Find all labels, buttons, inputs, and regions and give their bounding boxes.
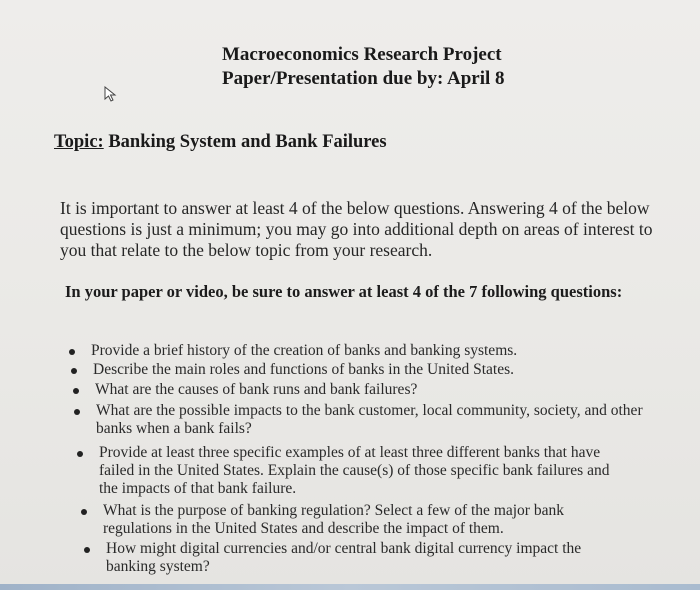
question-item	[96, 402, 644, 438]
instruction-text: In your paper or video, be sure to answer at least 4 of the 7 following questions:	[65, 282, 623, 301]
question-item	[103, 502, 603, 538]
bottom-edge-strip	[0, 584, 700, 590]
intro-paragraph: It is important to answer at least 4 of the below questions. Answering 4 of the below questions is just a minimum; you may go into additional depth on areas of interest to you that relate to the below topic from your research.	[60, 198, 653, 260]
title-line-1: Macroeconomics Research Project	[222, 44, 502, 65]
question-text: What are the possible impacts to the bank customer, local community, society, and other banks when a bank fails?	[96, 402, 643, 437]
question-text: What are the causes of bank runs and bank failures?	[95, 381, 418, 398]
bullet-icon	[74, 409, 80, 415]
question-text: Provide at least three specific examples of at least three different banks that have failed in the United States. Explain the cause(s) of those specific bank failures and the impacts of that bank failure.	[99, 444, 610, 497]
topic-text: Banking System and Bank Failures	[108, 132, 387, 152]
question-text: What is the purpose of banking regulation? Select a few of the major bank regulations in the United States and describe the impact of them.	[103, 502, 564, 537]
question-text: Provide a brief history of the creation of banks and banking systems.	[91, 342, 518, 359]
question-item	[95, 381, 655, 399]
question-item	[99, 444, 611, 498]
bullet-icon	[71, 368, 77, 374]
question-item	[106, 540, 606, 576]
bullet-icon	[81, 509, 87, 515]
topic-label: Topic:	[54, 132, 104, 152]
question-item	[91, 342, 651, 360]
question-item	[93, 361, 653, 379]
bullet-icon	[69, 349, 75, 355]
bullet-icon	[77, 451, 83, 457]
bullet-icon	[84, 547, 90, 553]
title-line-2: Paper/Presentation due by: April 8	[222, 68, 505, 89]
bullet-icon	[73, 388, 79, 394]
question-text: Describe the main roles and functions of banks in the United States.	[93, 361, 514, 378]
question-text: How might digital currencies and/or central bank digital currency impact the banking system?	[106, 540, 582, 575]
